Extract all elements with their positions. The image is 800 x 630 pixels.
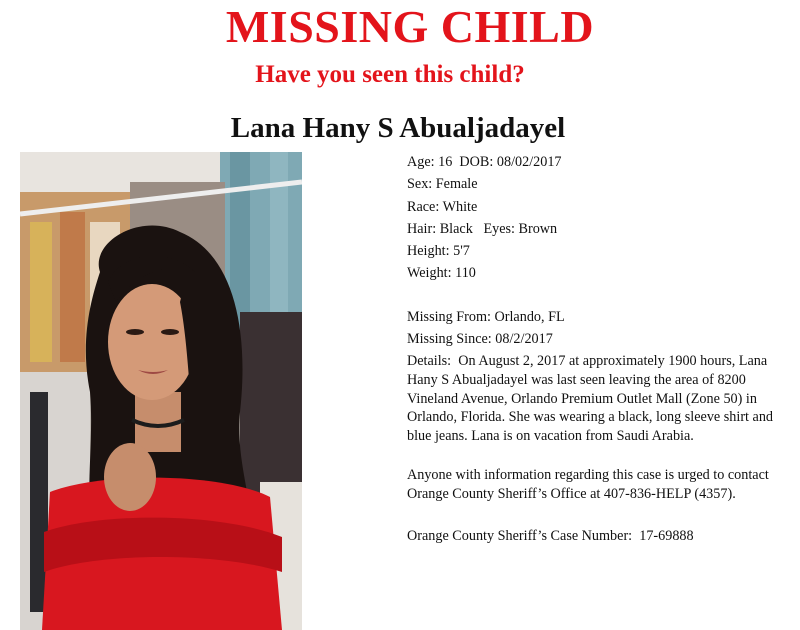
- age-dob-line: [407, 151, 787, 173]
- case-number: 17-69888: [639, 528, 694, 545]
- details-paragraph: [407, 352, 787, 446]
- details-text: On August 2, 2017 at approximately 1900 hours, Lana Hany S Abualjadayel was last seen leaving the area of 8200 Vineland Avenue, Orlando Premium Outlet Mall (Zone 50) in Orlando, Florida. She was wearing a black, long sleeve shirt and blue jeans. Lana is on vacation from Saudi Arabia.: [407, 353, 774, 445]
- height-value: 5'7: [453, 243, 470, 260]
- details-label: Details:: [407, 353, 452, 370]
- race-line: [407, 196, 787, 218]
- eyes-label: Eyes:: [483, 220, 515, 237]
- race-label: Race:: [407, 198, 440, 215]
- missing-since-label: Missing Since:: [407, 331, 492, 348]
- age-value: 16: [438, 154, 453, 170]
- sex-line: [407, 173, 787, 195]
- contact-paragraph: Anyone with information regarding this case is urged to contact Orange County Sheriff’s Office at 407-836-HELP (4357).: [407, 466, 769, 502]
- child-photo: [20, 152, 302, 630]
- missing-from-line: [407, 306, 787, 328]
- poster-title: MISSING CHILD: [225, 1, 595, 52]
- hair-eyes-line: [407, 218, 787, 240]
- poster-subtitle: Have you seen this child?: [255, 61, 525, 88]
- sex-label: Sex:: [407, 176, 433, 193]
- height-line: [407, 240, 787, 262]
- missing-since-value: 08/2/2017: [495, 331, 553, 348]
- weight-label: Weight:: [407, 265, 452, 282]
- age-label: Age:: [407, 154, 435, 170]
- dob-value: 08/02/2017: [496, 154, 562, 170]
- missing-from-label: Missing From:: [407, 308, 491, 325]
- weight-value: 110: [455, 265, 476, 282]
- dob-label: DOB:: [459, 154, 494, 170]
- missing-from-value: Orlando, FL: [494, 308, 565, 325]
- sex-value: Female: [435, 176, 478, 193]
- missing-since-line: [407, 328, 787, 350]
- weight-line: [407, 262, 787, 284]
- race-value: White: [442, 198, 478, 215]
- height-label: Height:: [407, 243, 450, 260]
- details-panel: [407, 151, 787, 548]
- hair-value: Black: [439, 220, 473, 237]
- case-number-line: [407, 525, 787, 547]
- case-label: Orange County Sheriff’s Case Number:: [407, 528, 633, 545]
- child-name: Lana Hany S Abualjadayel: [230, 112, 566, 144]
- eyes-value: Brown: [518, 220, 558, 237]
- hair-label: Hair:: [407, 220, 437, 237]
